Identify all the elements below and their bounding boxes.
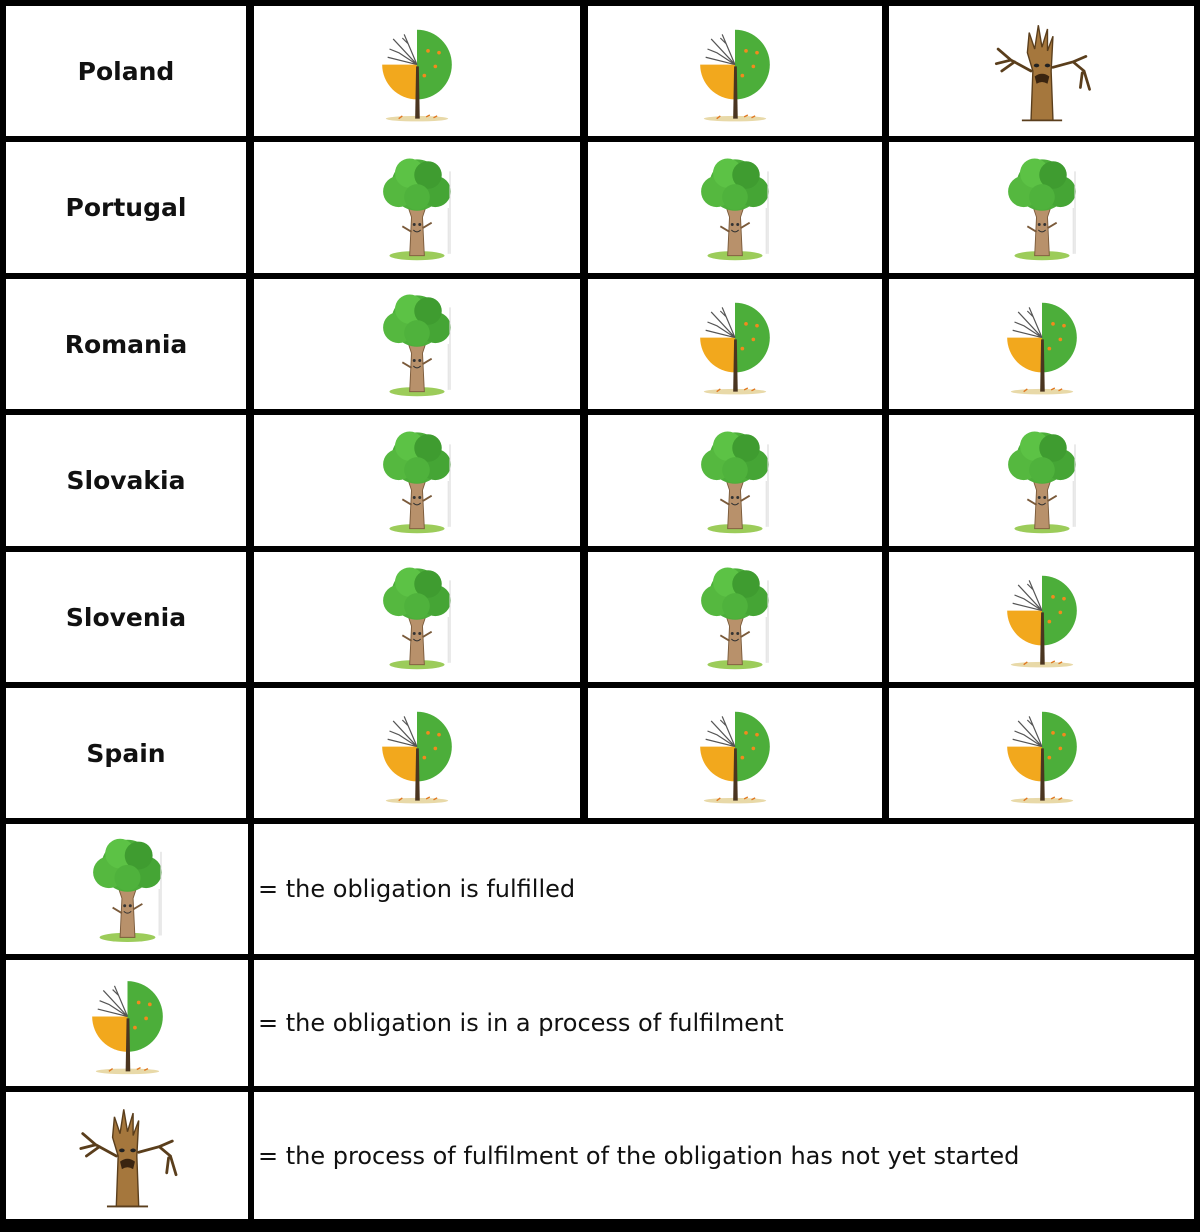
status-cell	[588, 415, 882, 546]
country-name: Romania	[6, 279, 246, 409]
green-tree-icon	[371, 289, 463, 399]
status-cell	[588, 688, 882, 818]
status-cell	[889, 688, 1194, 818]
status-cell	[588, 142, 882, 273]
country-name: Slovakia	[6, 415, 246, 546]
legend-icon-cell	[6, 960, 248, 1086]
status-cell	[254, 142, 580, 273]
legend-text: = the obligation is in a process of fulfilment	[254, 960, 1194, 1086]
country-name: Spain	[6, 688, 246, 818]
green-tree-icon	[689, 562, 781, 672]
status-cell	[254, 415, 580, 546]
four-season-tree-icon	[371, 698, 463, 808]
status-cell	[254, 279, 580, 409]
green-tree-icon	[996, 153, 1088, 263]
four-season-tree-icon	[371, 16, 463, 126]
four-season-tree-icon	[689, 289, 781, 399]
green-tree-icon	[996, 426, 1088, 536]
status-cell	[588, 6, 882, 136]
green-tree-icon	[371, 153, 463, 263]
four-season-tree-icon	[689, 16, 781, 126]
country-name: Slovenia	[6, 552, 246, 682]
status-cell	[889, 142, 1194, 273]
four-season-tree-icon	[996, 562, 1088, 672]
four-season-tree-icon	[996, 698, 1088, 808]
country-name: Poland	[6, 6, 246, 136]
green-tree-icon	[689, 426, 781, 536]
legend-text: = the obligation is fulfilled	[254, 824, 1194, 954]
status-cell	[889, 552, 1194, 682]
legend-text: = the process of fulfilment of the obligation has not yet started	[254, 1092, 1194, 1219]
green-tree-icon	[371, 562, 463, 672]
dead-tree-icon	[978, 16, 1106, 126]
four-season-tree-icon	[689, 698, 781, 808]
country-name: Portugal	[6, 142, 246, 273]
status-cell	[254, 688, 580, 818]
green-tree-icon	[81, 833, 174, 945]
status-cell	[889, 279, 1194, 409]
status-cell	[588, 279, 882, 409]
green-tree-icon	[689, 153, 781, 263]
dead-tree-icon	[62, 1100, 193, 1212]
legend-icon-cell	[6, 1092, 248, 1219]
status-cell	[254, 552, 580, 682]
status-cell	[588, 552, 882, 682]
status-cell	[254, 6, 580, 136]
status-cell	[889, 415, 1194, 546]
legend-icon-cell	[6, 824, 248, 954]
status-cell	[889, 6, 1194, 136]
four-season-tree-icon	[81, 967, 174, 1079]
four-season-tree-icon	[996, 289, 1088, 399]
green-tree-icon	[371, 426, 463, 536]
